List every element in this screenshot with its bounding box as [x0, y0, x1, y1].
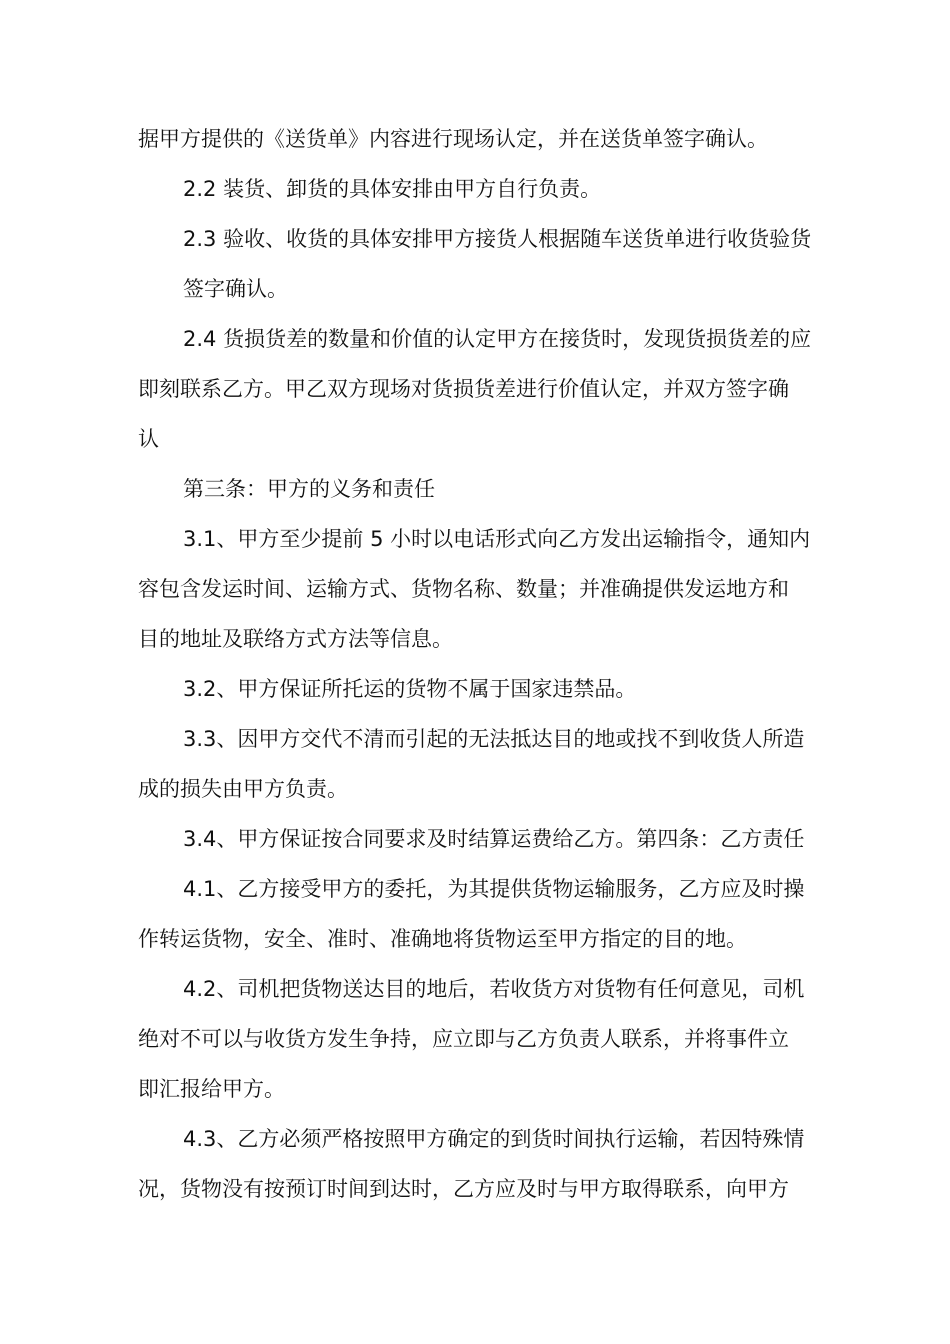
text-line: 4.1、乙方接受甲方的委托，为其提供货物运输服务，乙方应及时操 — [183, 877, 805, 901]
text-line: 2.2 装货、卸货的具体安排由甲方自行负责。 — [183, 177, 602, 201]
text-line: 3.2、甲方保证所托运的货物不属于国家违禁品。 — [183, 677, 637, 701]
section-heading: 第三条：甲方的义务和责任 — [183, 477, 435, 501]
text-line: 容包含发运时间、运输方式、货物名称、数量；并准确提供发运地方和 — [138, 577, 789, 601]
text-line: 据甲方提供的《送货单》内容进行现场认定，并在送货单签字确认。 — [138, 127, 768, 151]
text-line: 3.4、甲方保证按合同要求及时结算运费给乙方。第四条：乙方责任 — [183, 827, 805, 851]
text-line: 3.1、甲方至少提前 5 小时以电话形式向乙方发出运输指令，通知内 — [183, 527, 811, 551]
text-line: 即汇报给甲方。 — [138, 1077, 285, 1101]
text-line: 目的地址及联络方式方法等信息。 — [138, 627, 453, 651]
text-line: 即刻联系乙方。甲乙双方现场对货损货差进行价值认定，并双方签字确 — [138, 377, 789, 401]
text-line: 4.2、司机把货物送达目的地后，若收货方对货物有任何意见，司机 — [183, 977, 805, 1001]
text-line: 成的损失由甲方负责。 — [138, 777, 348, 801]
text-line: 签字确认。 — [183, 277, 288, 301]
text-line: 2.3 验收、收货的具体安排甲方接货人根据随车送货单进行收货验货 — [183, 227, 812, 251]
text-line: 认 — [138, 427, 159, 451]
text-line: 3.3、因甲方交代不清而引起的无法抵达目的地或找不到收货人所造 — [183, 727, 805, 751]
text-line: 况，货物没有按预订时间到达时，乙方应及时与甲方取得联系，向甲方 — [138, 1177, 789, 1201]
text-line: 作转运货物，安全、准时、准确地将货物运至甲方指定的目的地。 — [138, 927, 747, 951]
text-line: 绝对不可以与收货方发生争持，应立即与乙方负责人联系，并将事件立 — [138, 1027, 789, 1051]
text-line: 2.4 货损货差的数量和价值的认定甲方在接货时，发现货损货差的应 — [183, 327, 812, 351]
text-line: 4.3、乙方必须严格按照甲方确定的到货时间执行运输，若因特殊情 — [183, 1127, 805, 1151]
